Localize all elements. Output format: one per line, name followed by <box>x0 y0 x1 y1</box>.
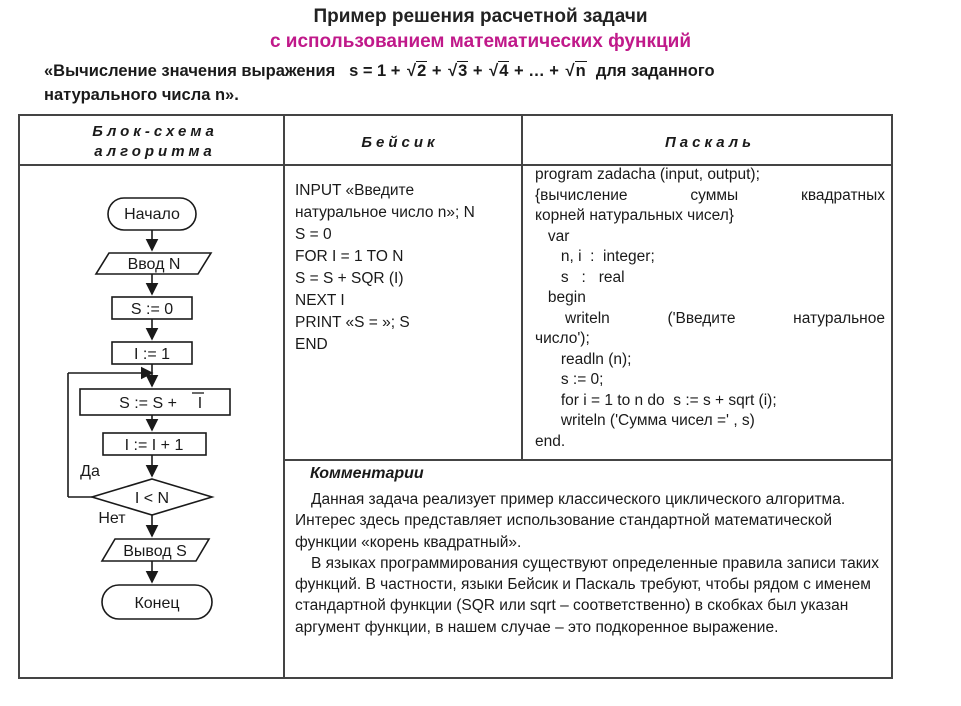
basic-code <box>295 180 475 356</box>
comments-title: Комментарии <box>310 465 424 482</box>
pascal-line: s := 0; <box>535 371 604 388</box>
basic-line: S = S + SQR (I) <box>295 270 404 287</box>
no-label: Нет <box>98 510 126 527</box>
basic-line: NEXT I <box>295 292 345 309</box>
init-s-label: S := 0 <box>130 301 174 318</box>
yes-label: Да <box>80 463 100 480</box>
task-formula-start: s = 1 + <box>349 62 406 80</box>
sqrt-3: √3 <box>448 62 468 80</box>
comments-paragraph-2: В языках программирования существуют определенные правила записи таких функций. В частности, языки Бейсик и Паскаль требуют, чтобы рядом с именем стандартной функции (SQR или sqrt – соответственно) в скобках был указан аргумент функции, в нашем случае – это подкоренное выражение. <box>295 554 879 636</box>
basic-line: FOR I = 1 TO N <box>295 248 404 265</box>
sqrt-4: √4 <box>489 62 509 80</box>
pascal-line: n, i : integer; <box>535 248 655 265</box>
start-label: Начало <box>124 206 180 223</box>
pascal-line: readln (n); <box>535 350 632 368</box>
inc-label: I := I + 1 <box>124 437 184 454</box>
header-pascal: Паскаль <box>664 134 756 151</box>
sqrt-2: √2 <box>407 62 427 80</box>
page-subtitle: с использованием математических функций <box>269 31 692 52</box>
pascal-line: s : real <box>535 268 625 286</box>
init-i-label: I := 1 <box>133 346 171 363</box>
input-label: Ввод N <box>127 256 181 273</box>
basic-line: натуральное число n»; N <box>295 204 475 221</box>
sqrt-n: √n <box>565 62 586 80</box>
basic-line: PRINT «S = »; S <box>295 314 410 331</box>
pascal-line: program zadacha (input, output); <box>535 166 760 183</box>
header-basic: Бейсик <box>361 134 439 151</box>
pascal-line: end. <box>535 432 566 450</box>
pascal-line: begin <box>535 289 586 306</box>
comments-body <box>295 489 885 638</box>
pascal-code <box>535 165 885 452</box>
pascal-line: writeln ('Сумма чисел =' , s) <box>535 412 755 429</box>
pascal-line: var <box>535 227 570 245</box>
comments-paragraph-1: Данная задача реализует пример классического циклического алгоритма. Интерес здесь представляет использование стандартной математической функции «корень квадратный». <box>295 491 846 551</box>
pascal-line: for i = 1 to n do s := s + sqrt (i); <box>535 391 777 409</box>
task-prefix: «Вычисление значения выражения <box>44 62 336 80</box>
task-suffix: для заданного <box>595 62 715 80</box>
pascal-line: корней натуральных чисел} <box>535 207 734 224</box>
pascal-line: writeln ('Введите натуральное <box>565 309 885 327</box>
sum-sqrt-arg: I <box>197 395 203 412</box>
end-label: Конец <box>134 595 180 612</box>
basic-line: END <box>295 336 328 353</box>
task-ellipsis: + … + <box>509 62 564 80</box>
output-label: Вывод S <box>123 543 187 560</box>
page-title: Пример решения расчетной задачи <box>313 6 648 27</box>
task-statement: «Вычисление значения выражения s = 1 + √2 + √3 + √4 + … + √n для заданного натурального числа n». <box>44 59 924 107</box>
basic-line: INPUT «Введите <box>295 182 415 199</box>
header-flowchart: Блок-схема алгоритма <box>92 123 218 160</box>
pascal-line: {вычисление суммы квадратных <box>535 186 885 204</box>
sum-label: S := S + <box>119 395 177 412</box>
cond-label: I < N <box>134 490 170 507</box>
task-line2: натурального числа n». <box>44 86 239 104</box>
pascal-line: число'); <box>535 330 590 347</box>
basic-line: S = 0 <box>295 226 332 243</box>
